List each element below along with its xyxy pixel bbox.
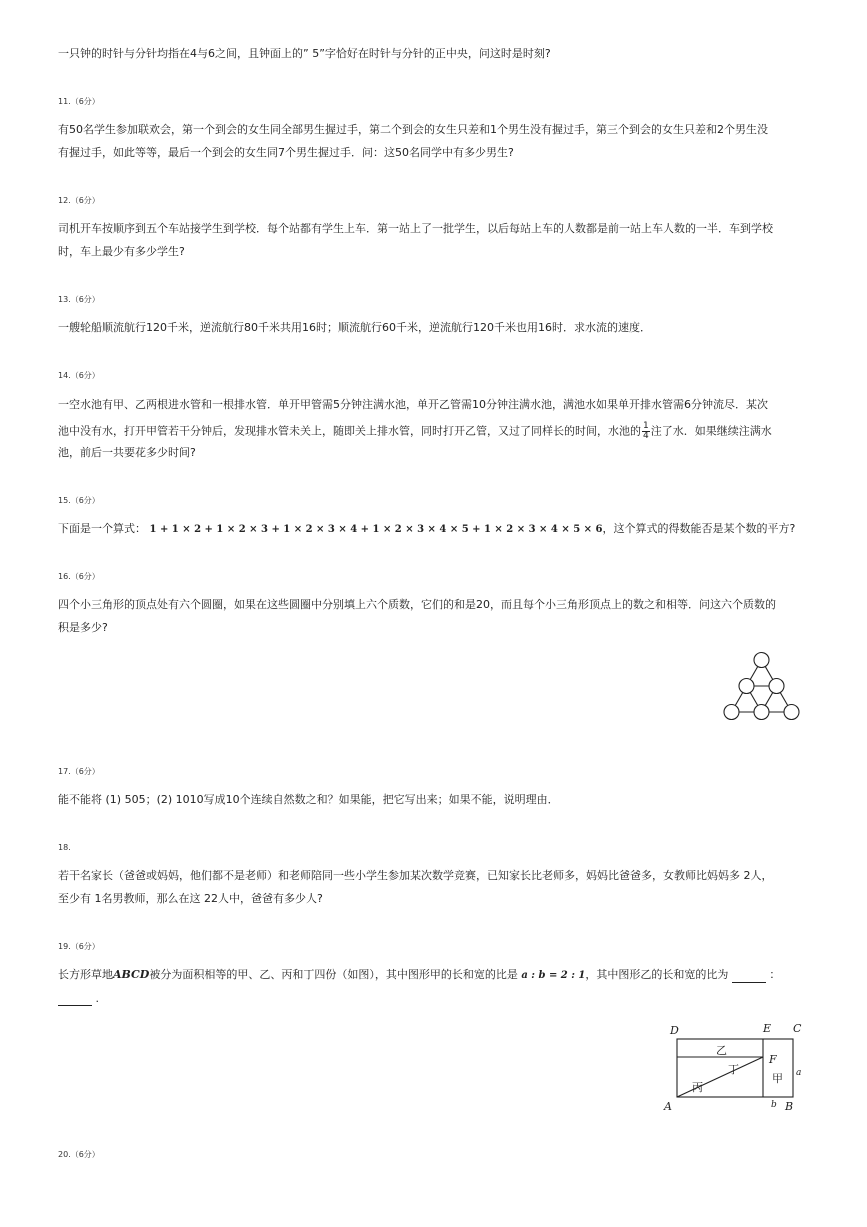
q11-text-line1: 有50名学生参加联欢会，第一个到会的女生同全部男生握过手，第二个到会的女生只差和1个男生没有握过手，第三个到会的女生只差和2个男生没 bbox=[58, 123, 768, 136]
q10-text: 一只钟的时针与分针均指在4与6之间，且钟面上的” 5”字恰好在时针与分针的正中央，问这时是时刻? bbox=[58, 47, 551, 60]
answer-blank-2[interactable] bbox=[58, 995, 92, 1006]
q19-period: . bbox=[95, 992, 99, 1005]
q18-number: 18. bbox=[58, 843, 71, 852]
label-B: B bbox=[785, 1100, 794, 1113]
figure-edge-diagonal bbox=[677, 1057, 763, 1097]
q11-text-line2: 有握过手，如此等等，最后一个到会的女生同7个男生握过手．问：这50名同学中有多少男生? bbox=[58, 146, 514, 159]
q19-ratio: a : b = 2 : 1 bbox=[521, 970, 586, 981]
fraction-one-quarter bbox=[642, 422, 650, 441]
q12-number: 12.（6分） bbox=[58, 196, 100, 205]
q16-text-line2: 积是多少? bbox=[58, 621, 108, 634]
q16-text-line1: 四个小三角形的顶点处有六个圆圈，如果在这些圆圈中分别填上六个质数，它们的和是20，而且每个小三角形顶点上的数之和相等．问这六个质数的 bbox=[58, 598, 776, 611]
figure-circle bbox=[769, 679, 784, 694]
answer-blank-1[interactable] bbox=[732, 972, 766, 983]
q15-prefix: 下面是一个算式： bbox=[58, 522, 146, 535]
q19-text-end: ，其中图形乙的长和宽的比为 bbox=[585, 968, 729, 981]
label-bing: 丙 bbox=[692, 1081, 703, 1094]
label-ding: 丁 bbox=[728, 1063, 739, 1076]
q20-number: 20.（6分） bbox=[58, 1150, 100, 1159]
label-C: C bbox=[793, 1022, 802, 1035]
figure-circle bbox=[784, 705, 799, 720]
label-D: D bbox=[670, 1024, 679, 1037]
q19-text-start: 长方形草地 bbox=[58, 968, 113, 981]
label-yi: 乙 bbox=[716, 1044, 727, 1057]
q14-text-line2-end: 注了水．如果继续注满水 bbox=[650, 424, 772, 438]
label-jia: 甲 bbox=[772, 1072, 783, 1085]
q13-number: 13.（6分） bbox=[58, 295, 100, 304]
q14-text-line1: 一空水池有甲、乙两根进水管和一根排水管．单开甲管需5分钟注满水池，单开乙管需10分钟注满水池，满池水如果单开排水管需6分钟流尽．某次 bbox=[58, 398, 768, 411]
fraction-denominator: 4 bbox=[643, 431, 649, 441]
label-b: b bbox=[771, 1100, 777, 1110]
q12-text-line2: 时，车上最少有多少学生? bbox=[58, 245, 185, 258]
q19-text-line2 bbox=[58, 992, 99, 1006]
q17-number: 17.（6分） bbox=[58, 767, 100, 776]
q19-text-line1 bbox=[58, 968, 780, 983]
q18-text-line1: 若干名家长（爸爸或妈妈，他们都不是老师）和老师陪同一些小学生参加某次数学竞赛，已知家长比老师多，妈妈比爸爸多，女教师比妈妈多 2人， bbox=[58, 869, 773, 882]
figure-circle bbox=[739, 679, 754, 694]
q14-number: 14.（6分） bbox=[58, 371, 100, 380]
label-a: a bbox=[796, 1068, 802, 1078]
q19-text-middle: 被分为面积相等的甲、乙、丙和丁四份（如图），其中图形甲的长和宽的比是 bbox=[149, 968, 518, 981]
label-F: F bbox=[769, 1053, 777, 1066]
q15-text bbox=[58, 522, 795, 537]
q12-text-line1: 司机开车按顺序到五个车站接学生到学校．每个站都有学生上车．第一站上了一批学生，以后每站上车的人数都是前一站上车人数的一半．车到学校 bbox=[58, 222, 773, 235]
figure-circle bbox=[754, 705, 769, 720]
figure-circle bbox=[754, 653, 769, 668]
circle-triangle-figure bbox=[718, 650, 804, 724]
figure-circle bbox=[724, 705, 739, 720]
q19-colon: ： bbox=[769, 968, 781, 981]
q17-text: 能不能将 (1) 505；(2) 1010写成10个连续自然数之和？如果能，把它写出来；如果不能，说明理由． bbox=[58, 793, 559, 806]
q13-text: 一艘轮船顺流航行120千米，逆流航行80千米共用16时；顺流航行60千米，逆流航行120千米也用16时．求水流的速度． bbox=[58, 321, 651, 334]
fraction-numerator: 1 bbox=[643, 421, 649, 431]
q15-formula: 1 + 1 × 2 + 1 × 2 × 3 + 1 × 2 × 3 × 4 + 1 × 2 × 3 × 4 × 5 + 1 × 2 × 3 × 4 × 5 × 6 bbox=[149, 524, 603, 535]
q19-abcd: ABCD bbox=[113, 968, 150, 981]
label-E: E bbox=[763, 1022, 772, 1035]
q19-number: 19.（6分） bbox=[58, 942, 100, 951]
q14-text-line2 bbox=[58, 422, 772, 441]
q11-number: 11.（6分） bbox=[58, 97, 100, 106]
q14-text-line3: 池，前后一共要花多少时间? bbox=[58, 446, 196, 459]
q15-number: 15.（6分） bbox=[58, 496, 100, 505]
rectangle-abcd-figure bbox=[660, 1018, 810, 1118]
q15-suffix: ，这个算式的得数能否是某个数的平方? bbox=[602, 522, 796, 535]
label-A: A bbox=[664, 1100, 672, 1113]
q14-text-line2-start: 池中没有水，打开甲管若干分钟后，发现排水管未关上，随即关上排水管，同时打开乙管，又过了同样长的时间，水池的 bbox=[58, 424, 641, 438]
q18-text-line2: 至少有 1名男教师，那么在这 22人中，爸爸有多少人? bbox=[58, 892, 323, 905]
q16-number: 16.（6分） bbox=[58, 572, 100, 581]
